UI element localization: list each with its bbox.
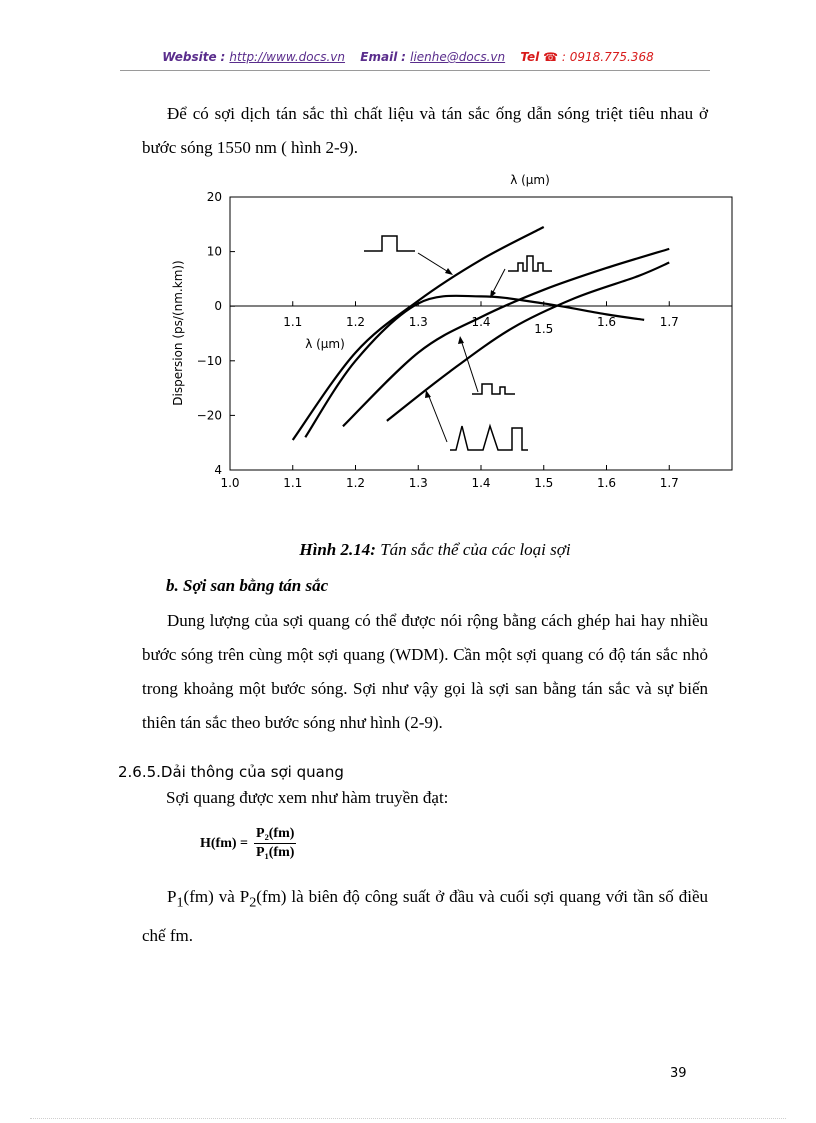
website-label: Website — [162, 50, 217, 64]
x-tick-label: 1.1 — [283, 476, 303, 490]
closing-paragraph: $P_1(fm)$ và $P_2(fm)$ là biên độ công suất ở đầu và cuối sợi quang với tần số điều chế fm. — [142, 887, 708, 946]
x-tick-label: 1.0 — [220, 476, 240, 490]
caption-label: Hình 2.14: — [299, 540, 376, 559]
subheading: b. Sợi san bằng tán sắc — [166, 576, 329, 595]
section-intro: Sợi quang được xem như hàm truyền đạt: — [166, 788, 449, 807]
wide-pulse-icon — [364, 236, 415, 251]
x-tick-label: 1.4 — [471, 476, 491, 490]
inner-tick-label: 1.5 — [534, 322, 554, 337]
broadened-pulse-icon — [508, 256, 552, 271]
inner-tick-label: 1.3 — [408, 315, 428, 330]
header-divider — [120, 70, 710, 71]
inner-tick-label: 1.7 — [659, 315, 679, 330]
series-line-dispersion-shifted-fiber — [343, 249, 669, 426]
y-axis-label: Dispersion (ps/(nm.km)) — [171, 260, 185, 406]
arrow-line — [492, 269, 505, 294]
x-tick-label: 1.6 — [596, 476, 617, 490]
intro-paragraph: Để có sợi dịch tán sắc thì chất liệu và tán sắc ống dẫn sóng triệt tiêu nhau ở bước sóng 1550 nm ( hình 2-9). — [142, 104, 708, 157]
email-link[interactable]: lienhe@docs.vn — [410, 50, 506, 64]
dispersion-chart — [160, 168, 740, 498]
tel-number: : 0918.775.368 — [561, 50, 654, 64]
email-label: Email — [360, 50, 398, 64]
y-tick-label: 0 — [214, 299, 222, 314]
inner-tick-label: 1.2 — [345, 315, 366, 330]
inner-tick-label: 1.6 — [596, 315, 617, 330]
body-paragraph: Dung lượng của sợi quang có thể được nói rộng bằng cách ghép hai hay nhiều bước sóng trên cùng một sợi quang (WDM). Cần một sợi quang có độ tán sắc nhỏ trong khoảng một bước sóng. Sợi như vậy gọi là sợi san bằng tán sắc và sự biến thiên tán sắc theo bước sóng như hình (2-9). — [142, 611, 708, 732]
arrow-line — [461, 340, 478, 392]
y-tick-label: −10 — [196, 353, 222, 368]
arrowhead — [458, 336, 464, 344]
transfer-function-formula — [200, 826, 296, 861]
x-tick-label: 1.3 — [408, 476, 428, 490]
y-tick-label: 10 — [206, 244, 222, 259]
tel-label: Tel — [520, 50, 540, 64]
figure-caption — [0, 540, 816, 560]
input-pulses-icon — [450, 426, 528, 450]
inner-axis-label: λ (μm) — [305, 337, 345, 351]
y-tick-label: 20 — [206, 190, 222, 204]
page-number: 39 — [670, 1066, 687, 1081]
y-tick-label: 4 — [214, 463, 222, 477]
series-line-step-index-fiber — [293, 227, 544, 440]
top-axis-label: λ (μm) — [510, 173, 550, 187]
x-tick-label: 1.5 — [534, 476, 554, 490]
y-tick-label: −20 — [196, 408, 222, 423]
plot-frame — [230, 197, 732, 470]
formula-numerator: P₂(fm) — [254, 826, 296, 844]
website-link[interactable]: http://www.docs.vn — [229, 50, 346, 64]
x-tick-label: 1.7 — [659, 476, 679, 490]
arrow-line — [418, 253, 450, 273]
arrow-line — [428, 394, 447, 442]
phone-icon: ☎ — [543, 50, 559, 64]
footer-divider — [30, 1118, 786, 1119]
caption-text: Tán sắc thể của các loại sợi — [375, 540, 571, 559]
inner-tick-label: 1.1 — [283, 315, 303, 330]
inner-tick-label: 1.4 — [471, 315, 491, 330]
narrow-pulse-icon — [472, 384, 515, 394]
x-tick-label: 1.2 — [345, 476, 366, 490]
arrowhead — [445, 268, 453, 275]
formula-denominator: P₁(fm) — [256, 845, 295, 860]
formula-lhs: H(fm) = — [200, 835, 249, 851]
page-header: Website : http://www.docs.vn Email : lienhe@docs.vn Tel ☎ : 0918.775.368 — [162, 50, 654, 64]
section-heading: 2.6.5.Dải thông của sợi quang — [118, 763, 344, 781]
arrowhead — [425, 390, 431, 398]
